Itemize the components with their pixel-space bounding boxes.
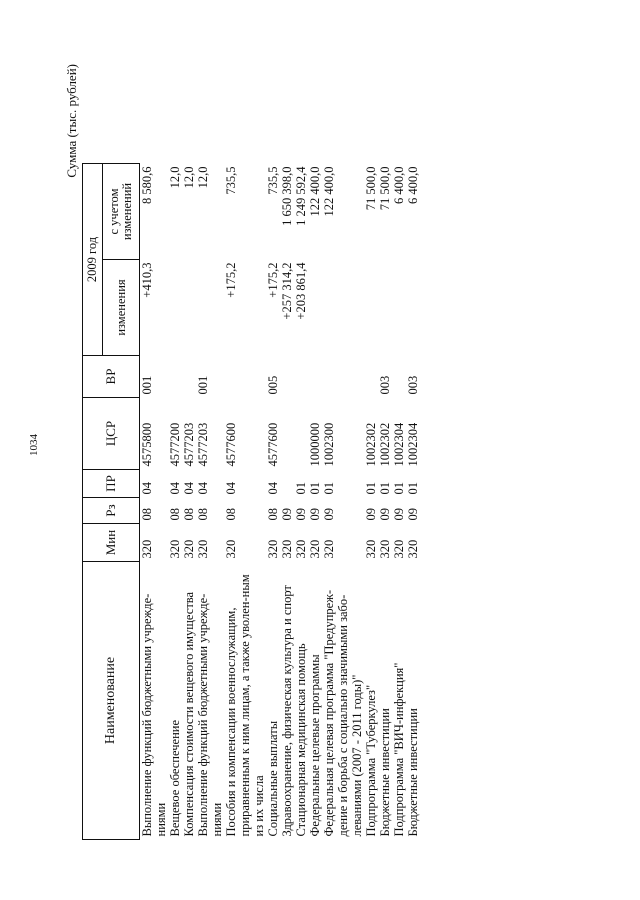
row-min: 320 xyxy=(294,539,308,559)
row-vr xyxy=(294,356,308,398)
row-pr xyxy=(280,470,294,498)
row-min: 320 xyxy=(322,539,336,559)
row-name: Стационарная медицинская помощь xyxy=(294,643,308,837)
row-change: +203 861,4 xyxy=(294,262,308,320)
row-rz: 08 xyxy=(196,508,210,521)
table-body xyxy=(140,164,421,840)
row-pr: 04 xyxy=(168,482,182,495)
header-with-changes: с учетом изменений xyxy=(103,164,140,260)
row-rz: 09 xyxy=(322,508,336,521)
row-name: Выполнение функций бюджетными учрежде-ниями xyxy=(140,593,168,837)
row-total: 8 580,6 xyxy=(140,166,154,204)
row-change xyxy=(196,260,224,356)
row-name: Подпрограмма "Туберкулез" xyxy=(364,684,378,837)
row-change xyxy=(168,260,182,356)
table-row xyxy=(196,164,224,840)
row-total: 122 400,0 xyxy=(322,166,336,217)
row-csr: 4577200 xyxy=(168,422,182,467)
row-pr: 01 xyxy=(364,482,378,495)
budget-table xyxy=(82,163,420,840)
row-vr: 001 xyxy=(140,375,154,395)
row-pr: 04 xyxy=(224,482,238,495)
row-vr: 003 xyxy=(378,375,392,395)
table-row xyxy=(266,164,280,840)
row-csr: 4577203 xyxy=(182,422,196,467)
row-name: Социальные выплаты xyxy=(266,720,280,837)
row-pr: 01 xyxy=(378,482,392,495)
row-name: Компенсация стоимости вещевого имущества xyxy=(182,591,196,837)
table-row xyxy=(322,164,364,840)
table-header xyxy=(83,164,140,840)
row-min: 320 xyxy=(224,539,238,559)
row-csr: 4577600 xyxy=(224,422,238,467)
row-min: 320 xyxy=(196,539,210,559)
row-vr xyxy=(308,356,322,398)
row-total: 71 500,0 xyxy=(364,166,378,211)
row-min: 320 xyxy=(168,539,182,559)
table-row xyxy=(294,164,308,840)
row-rz: 09 xyxy=(280,508,294,521)
table-row xyxy=(140,164,169,840)
table-row xyxy=(308,164,322,840)
row-rz: 09 xyxy=(364,508,378,521)
row-rz: 08 xyxy=(140,508,154,521)
table-row xyxy=(392,164,406,840)
row-vr xyxy=(364,356,378,398)
row-change: +410,3 xyxy=(140,262,154,298)
row-pr: 01 xyxy=(406,482,420,495)
row-total: 6 400,0 xyxy=(392,166,406,204)
row-change: +257 314,2 xyxy=(280,262,294,320)
row-csr: 1002304 xyxy=(392,422,406,467)
table-row xyxy=(364,164,378,840)
row-rz: 09 xyxy=(308,508,322,521)
row-name: Вещевое обеспечение xyxy=(168,720,182,837)
row-rz: 09 xyxy=(294,508,308,521)
row-total: 71 500,0 xyxy=(378,166,392,211)
header-rz: Рз xyxy=(83,498,140,524)
row-vr xyxy=(182,356,196,398)
row-rz: 09 xyxy=(406,508,420,521)
row-vr xyxy=(280,356,294,398)
row-rz: 08 xyxy=(266,508,280,521)
table-row xyxy=(224,164,266,840)
row-csr: 1002304 xyxy=(406,422,420,467)
row-total: 1 249 592,4 xyxy=(294,166,308,226)
header-year: 2009 год xyxy=(83,164,103,356)
row-csr xyxy=(294,398,308,470)
header-vr: ВР xyxy=(83,356,140,398)
row-total: 735,5 xyxy=(224,166,238,195)
row-pr: 04 xyxy=(196,482,210,495)
row-csr: 1002302 xyxy=(378,422,392,467)
row-pr: 01 xyxy=(308,482,322,495)
row-change xyxy=(182,260,196,356)
row-csr: 1002302 xyxy=(364,422,378,467)
row-name: Здравоохранение, физическая культура и спорт xyxy=(280,585,294,837)
row-name: Бюджетные инвестиции xyxy=(378,708,392,837)
row-min: 320 xyxy=(406,539,420,559)
row-vr: 003 xyxy=(406,375,420,395)
row-change xyxy=(392,260,406,356)
row-total: 12,0 xyxy=(196,166,210,189)
row-csr xyxy=(280,398,294,470)
row-csr: 1002300 xyxy=(322,422,336,467)
row-change xyxy=(308,260,322,356)
table-row xyxy=(182,164,196,840)
row-min: 320 xyxy=(280,539,294,559)
table-row xyxy=(280,164,294,840)
row-min: 320 xyxy=(308,539,322,559)
row-name: Федеральные целевые программы xyxy=(308,654,322,837)
page-number: 1034 xyxy=(28,434,40,456)
row-rz: 08 xyxy=(182,508,196,521)
row-name: Федеральная целевая программа "Предупреж-дение и борьба с социально значимыми забо-леваниями (2007 - 2011 годы)" xyxy=(322,590,364,837)
row-change xyxy=(322,260,364,356)
row-name: Пособия и компенсации военнослужащим, приравненным к ним лицам, а также уволен-ным из их числа xyxy=(224,574,266,837)
row-min: 320 xyxy=(266,539,280,559)
row-change xyxy=(406,260,420,356)
row-vr xyxy=(168,356,182,398)
row-change xyxy=(378,260,392,356)
row-min: 320 xyxy=(140,539,154,559)
header-name: Наименование xyxy=(83,562,140,840)
row-min: 320 xyxy=(378,539,392,559)
row-pr: 01 xyxy=(392,482,406,495)
row-total: 12,0 xyxy=(182,166,196,189)
row-vr xyxy=(392,356,406,398)
header-pr: ПР xyxy=(83,470,140,498)
row-total: 12,0 xyxy=(168,166,182,189)
row-min: 320 xyxy=(392,539,406,559)
row-rz: 09 xyxy=(378,508,392,521)
row-name: Выполнение функций бюджетными учрежде-ниями xyxy=(196,593,224,837)
row-change xyxy=(364,260,378,356)
row-min: 320 xyxy=(182,539,196,559)
row-name: Подпрограмма "ВИЧ-инфекция" xyxy=(392,662,406,837)
header-changes: изменения xyxy=(103,260,140,356)
header-min: Мин xyxy=(83,524,140,562)
row-total: 6 400,0 xyxy=(406,166,420,204)
row-pr: 04 xyxy=(182,482,196,495)
budget-sheet xyxy=(62,60,582,840)
row-change: +175,2 xyxy=(224,262,238,298)
row-min: 320 xyxy=(364,539,378,559)
row-total: 122 400,0 xyxy=(308,166,322,217)
units-caption: Сумма (тыс. рублей) xyxy=(64,64,79,178)
row-vr: 005 xyxy=(266,375,280,395)
row-name: Бюджетные инвестиции xyxy=(406,708,420,837)
row-pr: 04 xyxy=(140,482,154,495)
table-row xyxy=(168,164,182,840)
row-vr xyxy=(322,356,364,398)
row-vr: 001 xyxy=(196,375,210,395)
row-pr: 04 xyxy=(266,482,280,495)
table-row xyxy=(406,164,420,840)
row-pr: 01 xyxy=(294,482,308,495)
row-csr: 4577203 xyxy=(196,422,210,467)
row-change: +175,2 xyxy=(266,262,280,298)
row-rz: 08 xyxy=(168,508,182,521)
row-csr: 1000000 xyxy=(308,422,322,467)
row-rz: 08 xyxy=(224,508,238,521)
table-row xyxy=(378,164,392,840)
row-total: 1 650 398,0 xyxy=(280,166,294,226)
row-pr: 01 xyxy=(322,482,336,495)
row-csr: 4575800 xyxy=(140,422,154,467)
header-csr: ЦСР xyxy=(83,398,140,470)
row-rz: 09 xyxy=(392,508,406,521)
row-total: 735,5 xyxy=(266,166,280,195)
row-csr: 4577600 xyxy=(266,422,280,467)
row-vr xyxy=(224,356,266,398)
